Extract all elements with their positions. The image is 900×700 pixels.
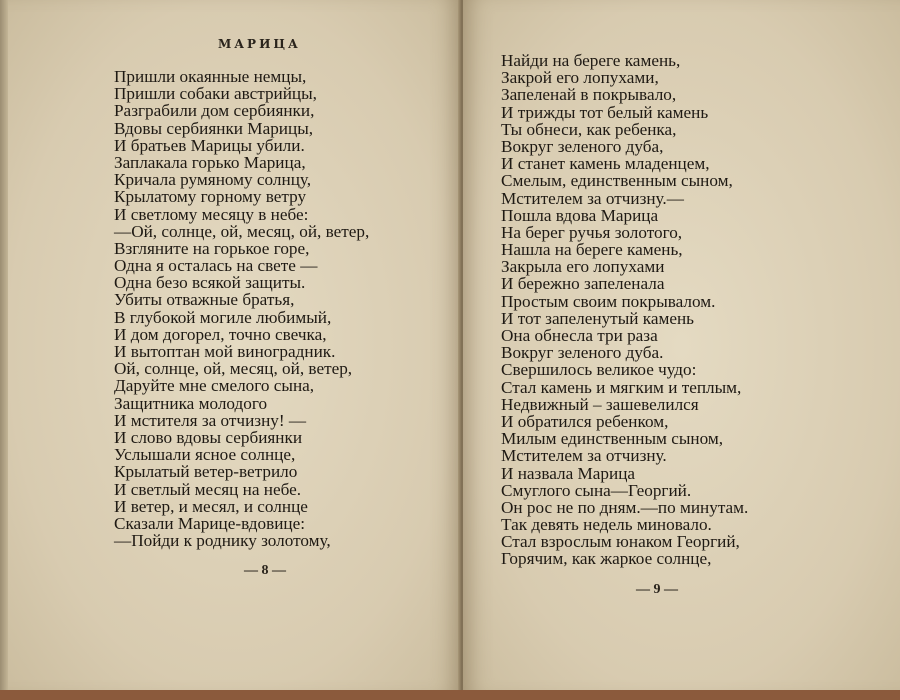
verse-line: Смуглого сына—Георгий.: [501, 480, 692, 500]
verse-line: Закрыла его лопухами: [501, 257, 665, 277]
verse-line: Пришли собаки австрийцы,: [114, 84, 317, 104]
book-cover-edge: [0, 690, 900, 700]
verse-line: Он рос не по дням.—по минутам.: [501, 497, 749, 517]
verse-line: Одна я осталась на свете —: [114, 256, 318, 276]
verse-line: Стал взрослым юнаком Георгий,: [501, 532, 740, 552]
right-page: [463, 0, 900, 692]
verse-line: И тот запеленутый камень: [501, 308, 694, 328]
verse-line: Милым единственным сыном,: [501, 429, 724, 449]
verse-line: Смелым, единственным сыном,: [501, 171, 733, 191]
verse-line: Простым своим покрывалом.: [501, 291, 716, 311]
verse-line: Она обнесла три раза: [501, 326, 658, 345]
right-verse: [501, 52, 748, 568]
verse-line: Вдовы сербиянки Марицы,: [114, 118, 314, 138]
verse-line: На берег ручья золотого,: [501, 222, 683, 242]
verse-line: Вокруг зеленого дуба.: [501, 343, 664, 363]
verse-line: Так девять недель миновало.: [501, 515, 712, 535]
verse-line: Нашла на береге камень,: [501, 240, 683, 260]
verse-line: Ой, солнце, ой, месяц, ой, ветер,: [114, 359, 353, 379]
verse-line: И братьев Марицы убили.: [114, 135, 305, 155]
verse-line: Мстителем за отчизну.: [501, 446, 667, 466]
verse-line: Горячим, как жаркое солнце,: [501, 549, 712, 569]
verse-line: Одна безо всякой защиты.: [114, 273, 306, 293]
verse-line: Вокруг зеленого дуба,: [501, 136, 664, 156]
verse-line: Сказали Марице-вдовице:: [114, 513, 306, 533]
verse-line: —Пойди к роднику золотому,: [114, 531, 331, 551]
page-number-right: — 9 —: [636, 582, 678, 597]
verse-line: Запеленай в покрывало,: [501, 85, 677, 105]
verse-line: И обратился ребенком,: [501, 411, 669, 431]
verse-line: Пришли окаянные немцы,: [114, 67, 307, 86]
verse-line: Кричала румяному солнцу,: [114, 170, 312, 190]
verse-line: Заплакала горько Марица,: [114, 152, 306, 172]
verse-line: Убиты отважные братья,: [114, 290, 295, 310]
verse-line: Недвижный – зашевелился: [501, 394, 699, 414]
verse-line: Крылатому горному ветру: [114, 187, 307, 207]
verse-line: И мстителя за отчизну! —: [114, 410, 307, 430]
verse-line: Услышали ясное солнце,: [114, 445, 296, 465]
verse-line: И трижды тот белый камень: [501, 102, 709, 122]
verse-line: И назвала Марица: [501, 463, 636, 483]
left-page: [8, 0, 460, 692]
verse-line: Стал камень и мягким и теплым,: [501, 377, 742, 397]
verse-line: И дом догорел, точно свечка,: [114, 324, 327, 344]
verse-line: Крылатый ветер-ветрило: [114, 462, 298, 482]
verse-line: И слово вдовы сербиянки: [114, 427, 303, 447]
verse-line: И бережно запеленала: [501, 274, 665, 294]
verse-line: В глубокой могиле любимый,: [114, 307, 332, 327]
page-number-left: — 8 —: [244, 563, 286, 578]
poem-title: МАРИЦА: [218, 37, 301, 51]
verse-line: Мстителем за отчизну.—: [501, 188, 684, 208]
verse-line: И светлому месяцу в небе:: [114, 204, 309, 224]
verse-line: И вытоптан мой виноградник.: [114, 342, 336, 361]
left-verse: [114, 68, 369, 549]
verse-line: Пошла вдова Марица: [501, 205, 659, 225]
verse-line: Разграбили дом сербиянки,: [114, 101, 315, 121]
verse-line: Защитника молодого: [114, 393, 268, 413]
verse-line: И ветер, и месял, и солнце: [114, 496, 308, 516]
verse-line: —Ой, солнце, ой, месяц, ой, ветер,: [114, 221, 370, 241]
verse-line: Найди на береге камень,: [501, 51, 681, 70]
verse-line: И станет камень младенцем,: [501, 154, 710, 174]
verse-line: Свершилось великое чудо:: [501, 360, 697, 380]
verse-line: Взгляните на горькое горе,: [114, 238, 310, 258]
verse-line: Закрой его лопухами,: [501, 68, 659, 88]
verse-line: И светлый месяц на небе.: [114, 479, 302, 499]
verse-line: Ты обнеси, как ребенка,: [501, 119, 677, 139]
verse-line: Даруйте мне смелого сына,: [114, 376, 315, 396]
